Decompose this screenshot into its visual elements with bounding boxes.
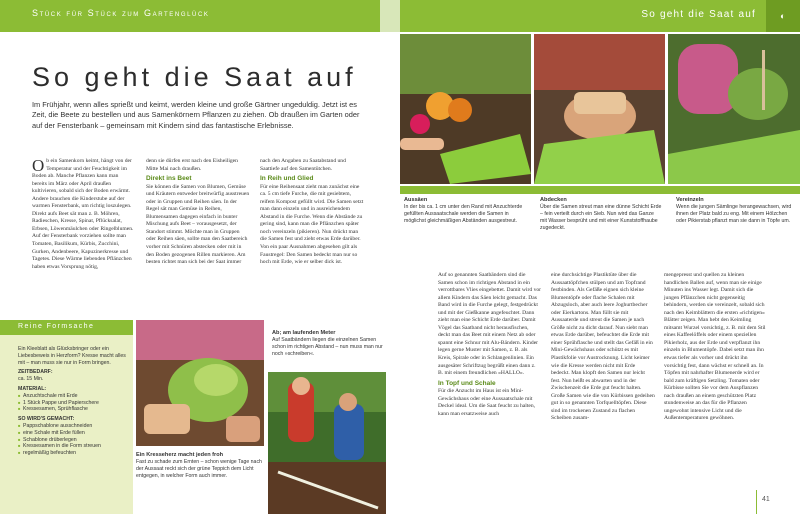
caption-step-vereinzeln-title: Vereinzeln	[676, 197, 704, 203]
photo-kinder-saatband	[268, 372, 386, 514]
caption-kresse-herz-title: Ein Kresseherz macht jeden froh	[136, 452, 224, 458]
column-3-text-b: Für eine Reihensaat zieht man zunächst eine ca. 5 cm tiefe Furche, die mit gesiebtem, reifem Kompost gefüllt wird. Die Samen setzt man dann einzeln und in ausreichendem Abstand in die Furche. Wenn die Abstände zu gering sind, kann man die Pflänzchen später noch vereinzeln (pikieren). Nun drückt man die Samen fest und zieht etwas Erde darüber. Von ein paar Ausnahmen abgesehen gilt als Faustregel: Den Samen bedeckt man nur so hoch mit Erde, wie er selber dick ist.	[260, 183, 364, 266]
photo-step-aussaeen	[400, 34, 531, 184]
column-6-text: mengepresst und quellen zu kleinen handlichen Ballen auf, wenn man sie einige Minuten ins Wasser legt. Damit sich die jungen Pflänzchen nicht gegenseitig behindern, werden sie vereinzelt, sobald sich nach den Keimblättern die ersten »richtigen« Blätter zeigen. Man hebt den Keimling mitsamt Wurzel vorsichtig, z. B. mit dem Stil eines Kaffeelöffels oder einem speziellen Pikierholz, aus der Erde und verpflanzt ihn einzeln in Blumentöpfe. Dabei setzt man ihn etwas tiefer als vorher und drückt ihn vorsichtig fest, dann wächst er schnell an. In Töpfen mit nahrhafter Blumenerde wird er bald zum kräftigen Setzling. Tomaten oder Kürbisse sollten Sie vor dem Auspflanzen nach draußen an einem geschützten Platz stundenweise an das für die Pflanzen ungewohnt intensive Licht und die Außentemperaturen gewöhnen.	[664, 272, 766, 422]
column-2-heading: Direkt ins Beet	[146, 175, 192, 183]
caption-saatband	[272, 330, 384, 358]
page-number: 41	[762, 496, 770, 503]
step-item: ■ Schablone drüberlegen	[18, 437, 128, 444]
text-column-2	[146, 158, 250, 267]
page-title: So geht die Saat auf	[32, 62, 357, 92]
info-box-intro: Ein Kleeblatt als Glücksbringer oder ein Liebesbeweis in Herzform? Kresse macht alles mit – man muss sie nur in Form bringen.	[18, 346, 126, 366]
text-column-1	[32, 158, 134, 271]
caption-step-abdecken	[540, 197, 662, 232]
caption-step-abdecken-title: Abdecken	[540, 197, 567, 203]
column-4-text-b: Für die Anzucht im Haus ist ein Mini-Gewächshaus oder eine Aussaatschale mit Deckel ideal. Um die Saat feucht zu halten, kann man ersatzweise auch	[438, 388, 536, 417]
step-item: ■ regelmäßig befeuchten	[18, 450, 128, 457]
column-5-text: eine durchsichtige Plastiktüte über die Aussaattöpfchen stülpen und am Topfrand festbinden. Als Gefäße eignen sich kleine Blumentöpfe oder flache Schalen mit Abzugsloch, aber auch leere Joghurtbecher oder Eierkartons. Man füllt sie mit Aussaaterde und streut die Samen je nach Größe nicht zu dicht darauf. Nun siebt man etwas Erde darüber, befeuchtet die Erde mit einer Sprühflasche und stellt das Gefäß in ein Mini-Gewächshaus oder schützt es mit Plastikfolie vor Austrocknung. Licht keimer wie die Kresse werden nicht mit Erde bedeckt. Man klopft den Samen nur leicht fest. Nun heißt es abwarten und in der Zwischenzeit die Erde gut feucht halten. Große Samen wie die von Kürbissen gedeihen gut in so genannten Torfquelltöpfen. Diese sind im trockenen Zustand zu flachen Scheiben zusam-	[551, 272, 655, 422]
caption-kresse-herz-text: Fast zu schade zum Ernten – schon wenige Tage nach der Aussaat reckt sich der grüne Teppich dem Licht entgegen, in welcher Form auch immer.	[136, 459, 262, 479]
column-1-text: b ein Samenkorn keimt, hängt von der Temperatur und der Feuchtigkeit im Boden ab. Manche Pflanzen kann man bereits im März oder April draußen kultivieren, sobald sich der Boden erwärmt. Andere brauchen die Kinderstube auf der warmen Fensterbank, um richtig loszulegen. Direkt aufs Beet sät man z. B. Möhren, Radieschen, Kresse, Spinat, Pflücksalat, Erbsen, Löwenmäulchen oder Ringelblumen. Auf der Fensterbank vorziehen sollte man Tomaten, Basilikum, Kürbis, Zucchini, Gurken, Andenbeere, Kapuzinerkresse und Tagetes. Diese Wärme liebenden Pflänzchen haben etwas Vorsprung nötig,	[32, 158, 134, 270]
info-box-heading: Reine Formsache	[0, 320, 133, 335]
step-item: ■ eine Schale mit Erde füllen	[18, 430, 128, 437]
caption-step-vereinzeln-text: Wenn die jungen Sämlinge herangewachsen, wird ihnen der Platz bald zu eng. Mit einem Hölzchen oder Pikierstab pflanzt man sie dann in Töpfe um.	[676, 204, 792, 224]
column-2-text-b: Sie können die Samen von Blumen, Gemüse und Kräutern entweder breitwürfig ausstreuen oder in Gruppen und Reihen säen. In der Regel sät man Gemüse in Reihen, Blumensamen dagegen einfach in bunter Mischung aufs Beet – vorausgesetzt, der Standort stimmt. Möchte man in Gruppen oder Reihen säen, sollte man den Saatbereich vorher mit Schnüren abstecken oder mit in den Boden gezogenen Rillen markieren. Am besten richtet man sich bei der Saat immer	[146, 183, 250, 266]
caption-step-vereinzeln	[676, 197, 794, 225]
lead-paragraph: Im Frühjahr, wenn alles sprießt und keimt, werden kleine und große Gärtner ungeduldig. Jetzt ist es Zeit, die Beete zu bestellen und aus Samenkörnern Pflanzen zu ziehen. Ob draußen im Garten oder auf der Fensterbank – gemeinsam mit Kindern sind das fantastische Erlebnisse.	[32, 100, 360, 130]
time-value: ca. 15 Min.	[18, 376, 44, 383]
running-header-right	[400, 0, 766, 32]
text-column-5	[551, 272, 655, 423]
step-caption-bar	[400, 186, 800, 194]
running-header-right-text: So geht die Saat auf	[641, 9, 756, 20]
gutter-strip	[380, 0, 400, 32]
column-2-text-a: denn sie dürfen erst nach den Eisheiligen Mitte Mai nach draußen.	[146, 158, 238, 172]
time-label: ZEITBEDARF:	[18, 369, 53, 376]
running-header-left	[0, 0, 380, 32]
step-item: ■ Kressesamen in die Form streuen	[18, 443, 128, 450]
page-number-rule	[756, 490, 757, 514]
caption-step-aussaeen-text: In der bis ca. 1 cm unter den Rand mit Anzuchterde gefüllten Aussaatschale werden die Samen in möglichst gleichmäßigen Abständen ausgestreut.	[404, 204, 523, 224]
drop-cap: O	[32, 156, 45, 175]
chapter-tab-label: ◐	[780, 11, 786, 21]
running-header-left-text: Stück für Stück zum Gartenglück	[32, 8, 210, 18]
step-item: ■ Pappschablone ausschneiden	[18, 423, 128, 430]
column-4-heading: In Topf und Schale	[438, 379, 496, 387]
text-column-6	[664, 272, 766, 423]
material-item: ■ Anzuchtschale mit Erde	[18, 393, 128, 400]
photo-kresse-herz-image	[136, 320, 264, 446]
material-item: ■ Kressesamen, Sprühflasche	[18, 406, 128, 413]
caption-saatband-text: Auf Saatbändern liegen die einzelnen Samen schon im richtigen Abstand – nun muss man nur noch »schreiben«.	[272, 337, 383, 357]
column-4-text-a: Auf so genannten Saatbändern sind die Samen schon im richtigen Abstand in ein verrottbares Vlies eingebettet. Damit wird vor allem Kindern das Säen leicht gemacht. Das Band wird in die Furche gelegt, festgedrückt und mit der Gießkanne angefeuchtet. Dann zieht man eine Schicht Erde darüber. Damit Vögel das Saatband nicht herausfischen, deckt man das Beet mit einem Netz ab oder spannt eine Schnur mit Alu-Bändern. Kinder legen gerne Muster mit Samen, z. B. als Kreis, Spirale oder in Schlangenlinien. Ein ausgesäter Schriftzug begrüßt einen dann z. B. mit einem freundlichen »HALLO«.	[438, 272, 542, 377]
column-3-text-a: nach den Angaben zu Saatabstand und Saattiefe auf den Samentütchen.	[260, 158, 346, 172]
photo-step-vereinzeln	[668, 34, 800, 184]
photo-kresse-herz	[136, 320, 264, 446]
info-box	[0, 320, 133, 514]
photo-step-vereinzeln-image	[668, 34, 800, 184]
material-label: MATERIAL:	[18, 385, 47, 392]
caption-step-abdecken-text: Über die Samen streut man eine dünne Schicht Erde – fein verteilt durch ein Sieb. Nun wird das Ganze mit Wasser besprüht und mit einer Kunststoffhaube zugedeckt.	[540, 204, 662, 231]
caption-step-aussaeen	[404, 197, 526, 225]
caption-kresse-herz	[136, 452, 264, 480]
text-column-3	[260, 158, 364, 267]
info-box-body	[18, 346, 128, 457]
caption-saatband-title: Ab; am laufenden Meter	[272, 330, 336, 336]
photo-step-aussaeen-image	[400, 34, 531, 184]
caption-step-aussaeen-title: Aussäen	[404, 197, 428, 203]
chapter-tab[interactable]	[766, 0, 800, 32]
column-3-heading: In Reih und Glied	[260, 175, 314, 183]
how-label: SO WIRD'S GEMACHT:	[18, 416, 75, 423]
material-item: ■ 1 Stück Pappe und Papierschere	[18, 400, 128, 407]
photo-kinder-saatband-image	[268, 372, 386, 514]
text-column-4	[438, 272, 542, 418]
photo-step-abdecken	[534, 34, 665, 184]
photo-step-abdecken-image	[534, 34, 665, 184]
